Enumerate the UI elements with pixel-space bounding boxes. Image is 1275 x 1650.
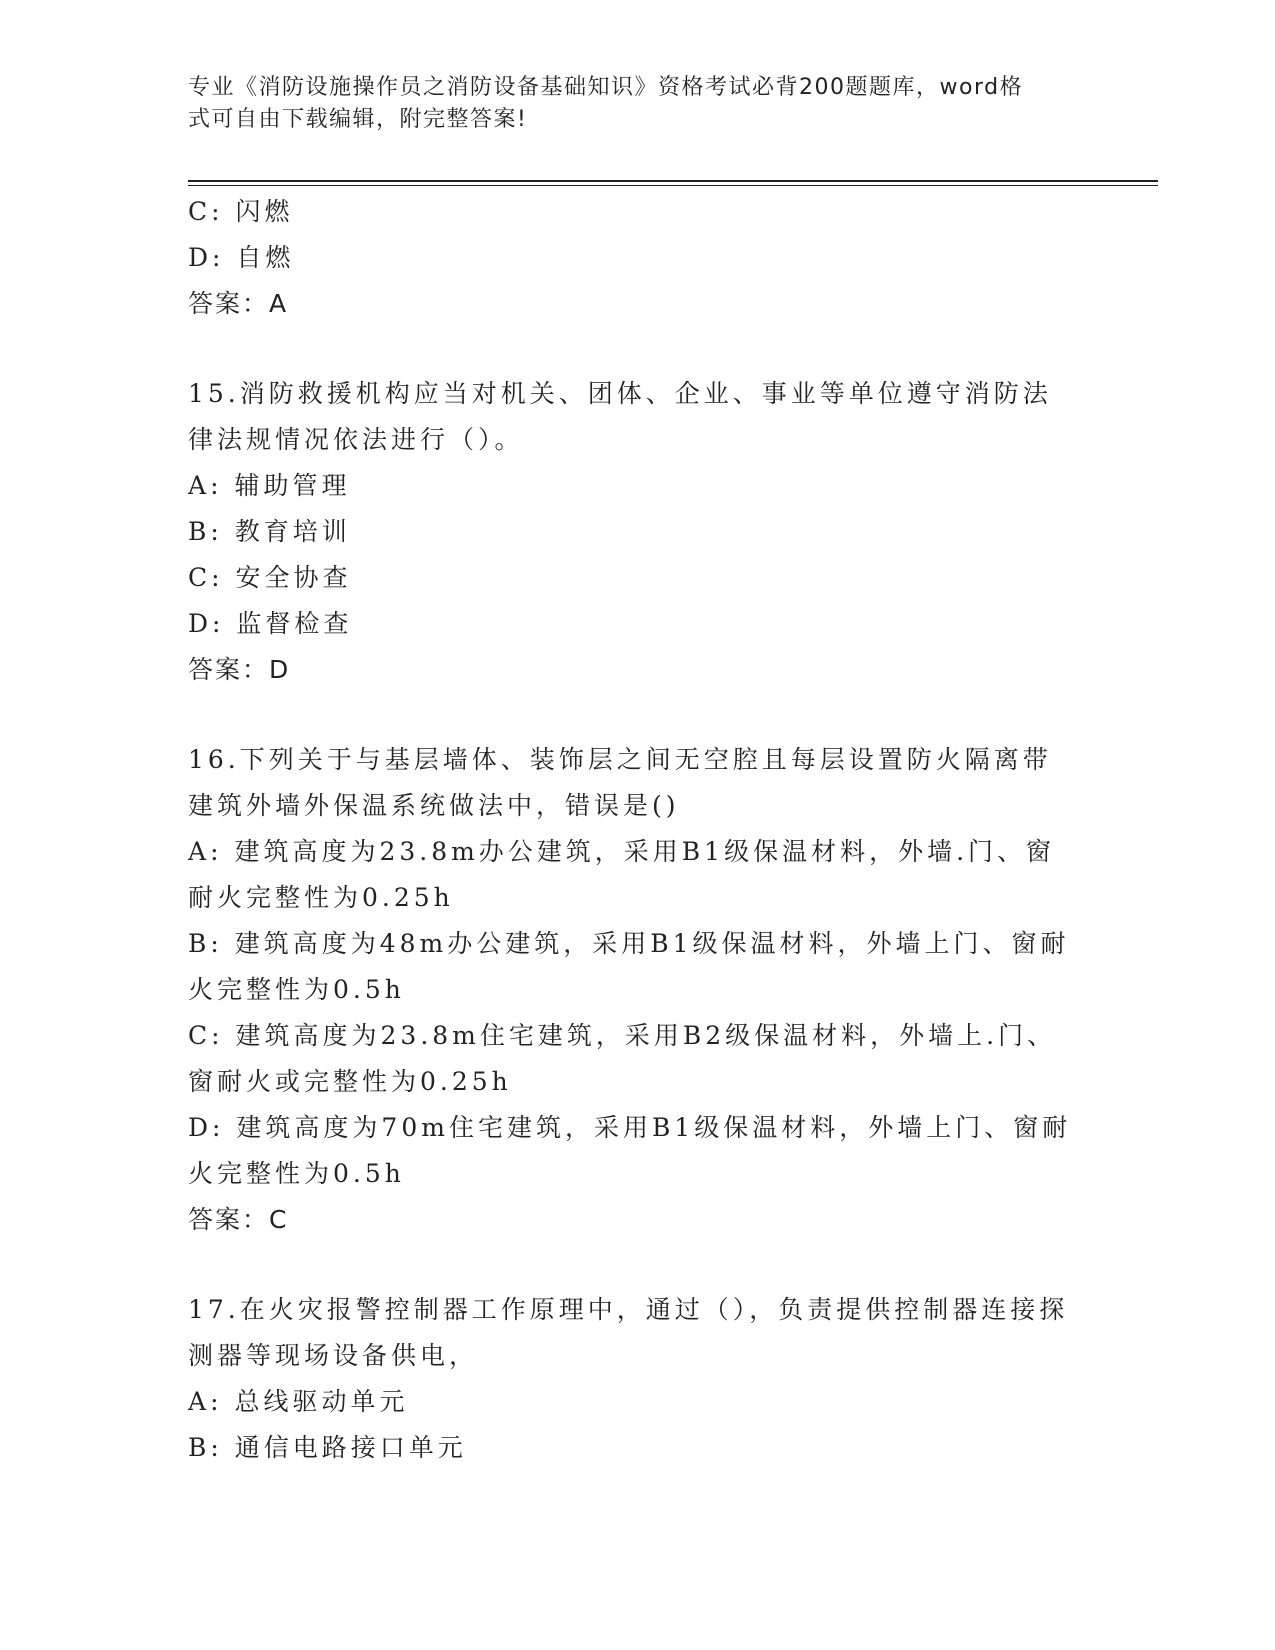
- option-c: C: 安全协查: [188, 563, 352, 592]
- option-b: B: 通信电路接口单元: [188, 1433, 467, 1462]
- document-body: [188, 189, 1088, 1471]
- option-a: A: 辅助管理: [188, 471, 351, 500]
- answer-line: 答案：A: [188, 289, 289, 318]
- question-stem: 16.下列关于与基层墙体、装饰层之间无空腔且每层设置防火隔离带建筑外墙外保温系统做法中，错误是(): [188, 745, 1052, 820]
- header-title-line-1: 专业《消防设施操作员之消防设备基础知识》资格考试必背200题题库，word格: [188, 75, 1024, 100]
- option-a: A: 建筑高度为23.8m办公建筑，采用B1级保温材料，外墙.门、窗耐火完整性为0.25h: [188, 837, 1056, 912]
- option-a: A: 总线驱动单元: [188, 1387, 409, 1416]
- document-header: [188, 72, 1088, 136]
- option-b: B: 教育培训: [188, 517, 351, 546]
- question-17: [188, 1287, 1088, 1471]
- question-14-continued: [188, 189, 1088, 327]
- option-c: C: 闪燃: [188, 197, 294, 226]
- option-d: D: 自燃: [188, 243, 295, 272]
- option-b: B: 建筑高度为48m办公建筑，采用B1级保温材料，外墙上门、窗耐火完整性为0.5h: [188, 929, 1070, 1004]
- header-divider-thin: [188, 185, 1158, 186]
- answer-line: 答案：C: [188, 1205, 289, 1234]
- option-d: D: 建筑高度为70m住宅建筑，采用B1级保温材料，外墙上门、窗耐火完整性为0.5h: [188, 1113, 1072, 1188]
- question-stem: 17.在火灾报警控制器工作原理中，通过（），负责提供控制器连接探测器等现场设备供电，: [188, 1295, 1069, 1370]
- question-15: [188, 371, 1088, 693]
- header-divider: [188, 180, 1158, 182]
- answer-line: 答案：D: [188, 655, 291, 684]
- header-title-line-2: 式可自由下载编辑，附完整答案!: [188, 107, 528, 132]
- option-c: C: 建筑高度为23.8m住宅建筑，采用B2级保温材料，外墙上.门、窗耐火或完整性为0.25h: [188, 1021, 1057, 1096]
- option-d: D: 监督检查: [188, 609, 353, 638]
- question-16: [188, 737, 1088, 1243]
- question-stem: 15.消防救援机构应当对机关、团体、企业、事业等单位遵守消防法律法规情况依法进行（）。: [188, 379, 1052, 454]
